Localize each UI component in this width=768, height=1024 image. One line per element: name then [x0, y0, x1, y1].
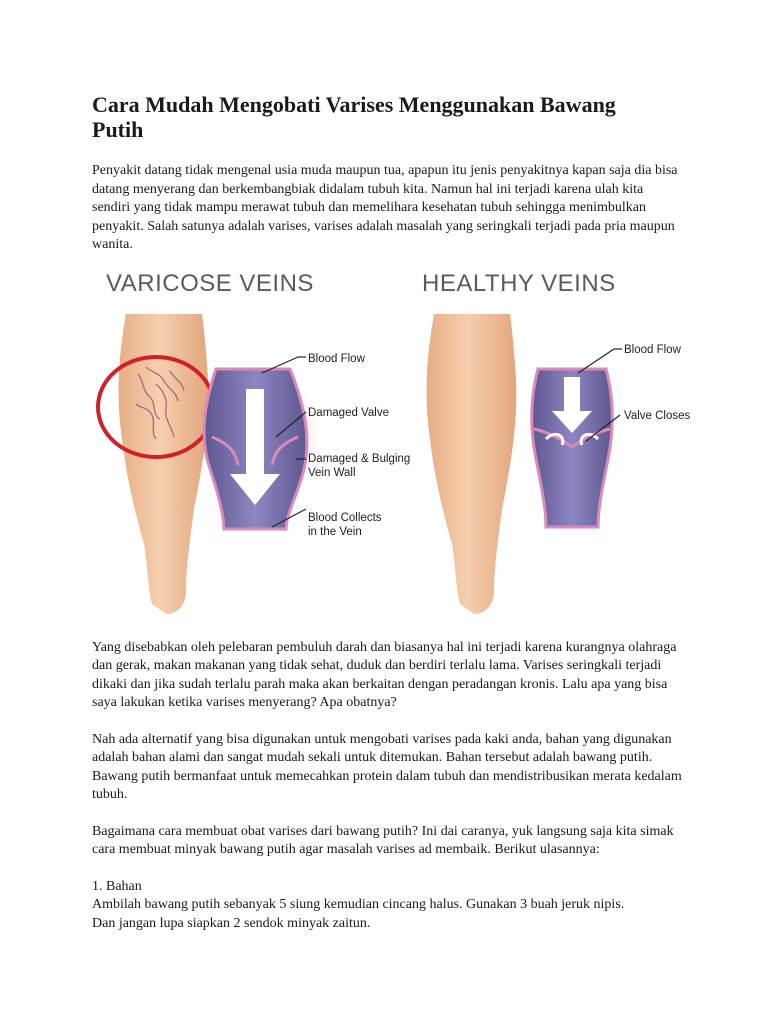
- paragraph-howto: Bagaimana cara membuat obat varises dari bawang putih? Ini dai caranya, yuk langsung saja kita simak cara membuat minyak bawang putih agar masalah varises ad membaik. Berikut ulasannya:: [92, 823, 674, 857]
- paragraph-intro: Penyakit datang tidak mengenal usia muda maupun tua, apapun itu jenis penyakitnya kapan saja dia bisa datang menyerang dan berkembangbiak didalam tubuh kita. Namun hal ini terjadi karena ulah kita sendiri yang tidak mampu merawat tubuh dan memelihara kesehatan tubuh sehingga menimbulkan penyakit. Salah satunya adalah varises, varises adalah masalah yang seringkali terjadi pada pria maupun wanita.: [92, 163, 678, 252]
- step1-line2: Dan jangan lupa siapkan 2 sendok minyak zaitun.: [92, 915, 371, 931]
- paragraph-causes: Yang disebabkan oleh pelebaran pembuluh darah dan biasanya hal ini terjadi karena kurangnya olahraga dan gerak, makan makanan yang tidak sehat, duduk dan berdiri terlalu lama. Varises seringkali terjadi dikaki dan jika sudah terlalu parah maka akan berkaitan dengan peradangan kronis. Lalu apa yang bisa saya lakukan ketika varises menyerang? Apa obatnya?: [92, 639, 677, 710]
- label-collects-line2: in the Vein: [308, 525, 362, 538]
- label-collects-line1: Blood Collects: [308, 511, 382, 524]
- varicose-veins-heading: VARICOSE VEINS: [106, 269, 314, 297]
- label-bulging-line1: Damaged & Bulging: [308, 452, 411, 465]
- step1-line1: Ambilah bawang putih sebanyak 5 siung kemudian cincang halus. Gunakan 3 buah jeruk nipis.: [92, 897, 625, 912]
- label-blood-flow-right: Blood Flow: [624, 343, 681, 356]
- veins-diagram-svg: [86, 269, 696, 629]
- step1-heading: 1. Bahan: [92, 878, 142, 894]
- label-valve-closes: Valve Closes: [624, 409, 691, 422]
- healthy-leg-shape: [427, 314, 517, 614]
- label-damaged-valve: Damaged Valve: [308, 406, 389, 419]
- label-blood-flow-left: Blood Flow: [308, 352, 365, 365]
- article-title: Cara Mudah Mengobati Varises Menggunakan Bawang Putih: [92, 92, 616, 142]
- healthy-veins-heading: HEALTHY VEINS: [422, 269, 616, 297]
- paragraph-alternative: Nah ada alternatif yang bisa digunakan untuk mengobati varises pada kaki anda, bahan yang digunakan adalah bahan alami dan sangat mudah sekali untuk ditemukan. Bahan tersebut adalah bawang putih. Bawang putih bermanfaat untuk memecahkan protein dalam tubuh dan mendistribusikan merata kedalam tubuh.: [92, 731, 682, 802]
- label-bulging-line2: Vein Wall: [308, 466, 356, 479]
- veins-illustration: [86, 269, 696, 629]
